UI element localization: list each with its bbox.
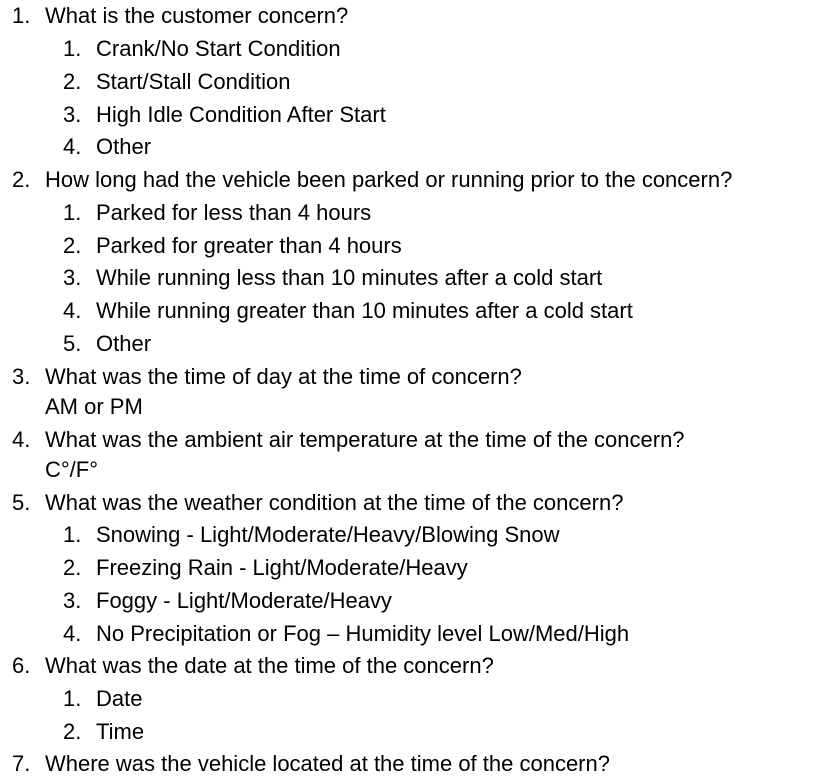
option-number: 4. <box>63 134 82 159</box>
question-text: What was the date at the time of the concern? <box>45 653 494 678</box>
option-number: 4. <box>63 298 82 323</box>
option-number: 3. <box>63 102 82 127</box>
option-text: No Precipitation or Fog – Humidity level Low/Med/High <box>96 621 630 646</box>
option-number: 2. <box>63 233 82 258</box>
option-text: Parked for less than 4 hours <box>96 200 372 225</box>
question-number: 2. <box>12 167 31 192</box>
option-number: 5. <box>63 331 82 356</box>
question-text: Where was the vehicle located at the time of the concern? <box>45 751 610 776</box>
question-text: How long had the vehicle been parked or running prior to the concern? <box>45 167 733 192</box>
option-number: 3. <box>63 265 82 290</box>
question-3-continuation: AM or PM <box>45 394 143 419</box>
question-number: 5. <box>12 490 31 515</box>
option-number: 1. <box>63 686 82 711</box>
option-number: 4. <box>63 621 82 646</box>
question-number: 4. <box>12 427 31 452</box>
question-text: What was the weather condition at the time of the concern? <box>45 490 624 515</box>
option-number: 1. <box>63 522 82 547</box>
option-text: Date <box>96 686 143 711</box>
option-number: 2. <box>63 555 82 580</box>
option-number: 1. <box>63 36 82 61</box>
option-text: High Idle Condition After Start <box>96 102 386 127</box>
option-text: Start/Stall Condition <box>96 69 291 94</box>
question-number: 6. <box>12 653 31 678</box>
option-number: 2. <box>63 719 82 744</box>
option-text: Time <box>96 719 145 744</box>
option-number: 2. <box>63 69 82 94</box>
question-number: 3. <box>12 364 31 389</box>
question-4-continuation: C°/F° <box>45 457 99 482</box>
question-number: 7. <box>12 751 31 776</box>
question-text: What was the ambient air temperature at the time of the concern? <box>45 427 685 452</box>
option-text: Other <box>96 331 152 356</box>
option-text: Crank/No Start Condition <box>96 36 341 61</box>
option-number: 1. <box>63 200 82 225</box>
option-text: Parked for greater than 4 hours <box>96 233 402 258</box>
option-text: Other <box>96 134 152 159</box>
question-number: 1. <box>12 3 31 28</box>
option-text: Snowing - Light/Moderate/Heavy/Blowing Snow <box>96 522 560 547</box>
option-text: While running less than 10 minutes after a cold start <box>96 265 603 290</box>
option-text: Freezing Rain - Light/Moderate/Heavy <box>96 555 468 580</box>
option-text: While running greater than 10 minutes after a cold start <box>96 298 633 323</box>
question-text: What was the time of day at the time of concern? <box>45 364 522 389</box>
question-text: What is the customer concern? <box>45 3 349 28</box>
option-number: 3. <box>63 588 82 613</box>
option-text: Foggy - Light/Moderate/Heavy <box>96 588 392 613</box>
